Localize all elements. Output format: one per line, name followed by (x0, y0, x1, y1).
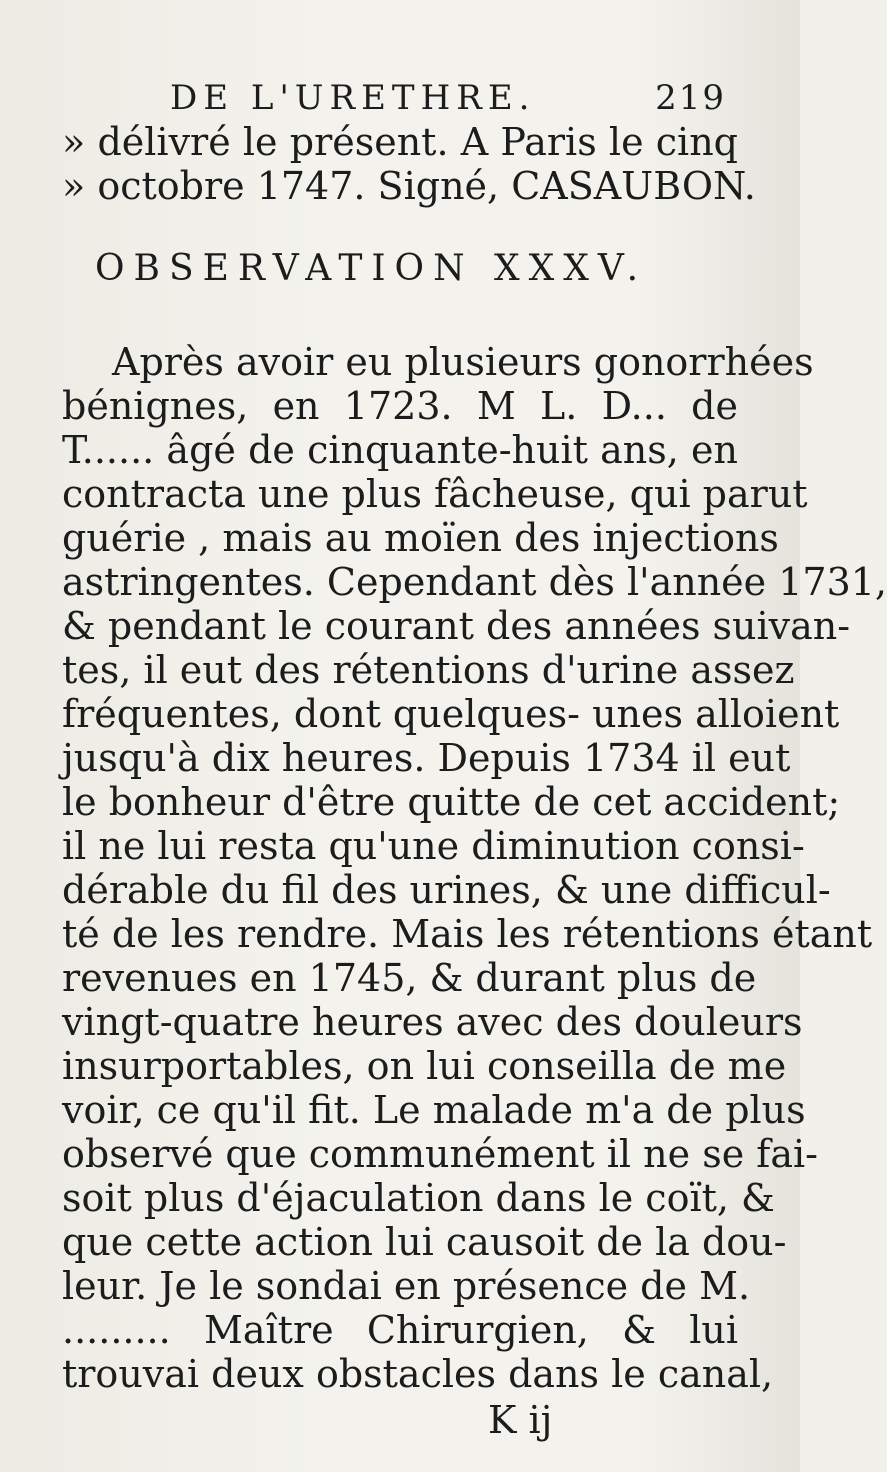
text-line: trouvai deux obstacles dans le canal, (62, 1352, 774, 1396)
text-line: il ne lui resta qu'une diminution consi- (62, 824, 805, 868)
page-header (60, 78, 726, 122)
text-line: revenues en 1745, & durant plus de (62, 956, 757, 1000)
text-line: vingt-quatre heures avec des douleurs (62, 1000, 803, 1044)
text-line: » délivré le présent. A Paris le cinq (62, 120, 738, 164)
text-line: voir, ce qu'il fit. Le malade m'a de plus (62, 1088, 806, 1132)
text-line: leur. Je le sondai en présence de M. (62, 1264, 751, 1308)
text-line: jusqu'à dix heures. Depuis 1734 il eut (62, 736, 791, 780)
text-line: observé que communément il ne se fai- (62, 1132, 818, 1176)
text-line: Après avoir eu plusieurs gonorrhées (112, 340, 814, 384)
text-line: que cette action lui causoit de la dou- (62, 1220, 787, 1264)
text-line: fréquentes, dont quelques- unes alloient (62, 692, 840, 736)
text-line: ......... Maître Chirurgien, & lui (62, 1308, 738, 1352)
continuation-quote (62, 120, 756, 208)
text-line: T...... âgé de cinquante-huit ans, en (62, 428, 738, 472)
text-line: le bonheur d'être quitte de cet accident; (62, 780, 841, 824)
text-line: astringentes. Cependant dès l'année 1731, (62, 560, 887, 604)
text-line: bénignes, en 1723. M L. D... de (62, 384, 738, 428)
text-line: insurportables, on lui conseilla de me (62, 1044, 787, 1088)
observation-body (62, 340, 887, 1396)
text-line: dérable du fil des urines, & une difficul- (62, 868, 831, 912)
text-line: » octobre 1747. Signé, CASAUBON. (62, 164, 756, 208)
running-title: DE L'URETHRE. (170, 78, 536, 118)
text-line: tes, il eut des rétentions d'urine assez (62, 648, 795, 692)
text-line: té de les rendre. Mais les rétentions étant (62, 912, 873, 956)
text-line: contracta une plus fâcheuse, qui parut (62, 472, 808, 516)
observation-heading: OBSERVATION XXXV. (95, 248, 648, 289)
text-line: soit plus d'éjaculation dans le coït, & (62, 1176, 775, 1220)
text-line: guérie , mais au moïen des injections (62, 516, 779, 560)
text-line: & pendant le courant des années suivan- (62, 604, 851, 648)
signature-mark: K ij (488, 1398, 553, 1442)
page-number: 219 (655, 78, 726, 118)
